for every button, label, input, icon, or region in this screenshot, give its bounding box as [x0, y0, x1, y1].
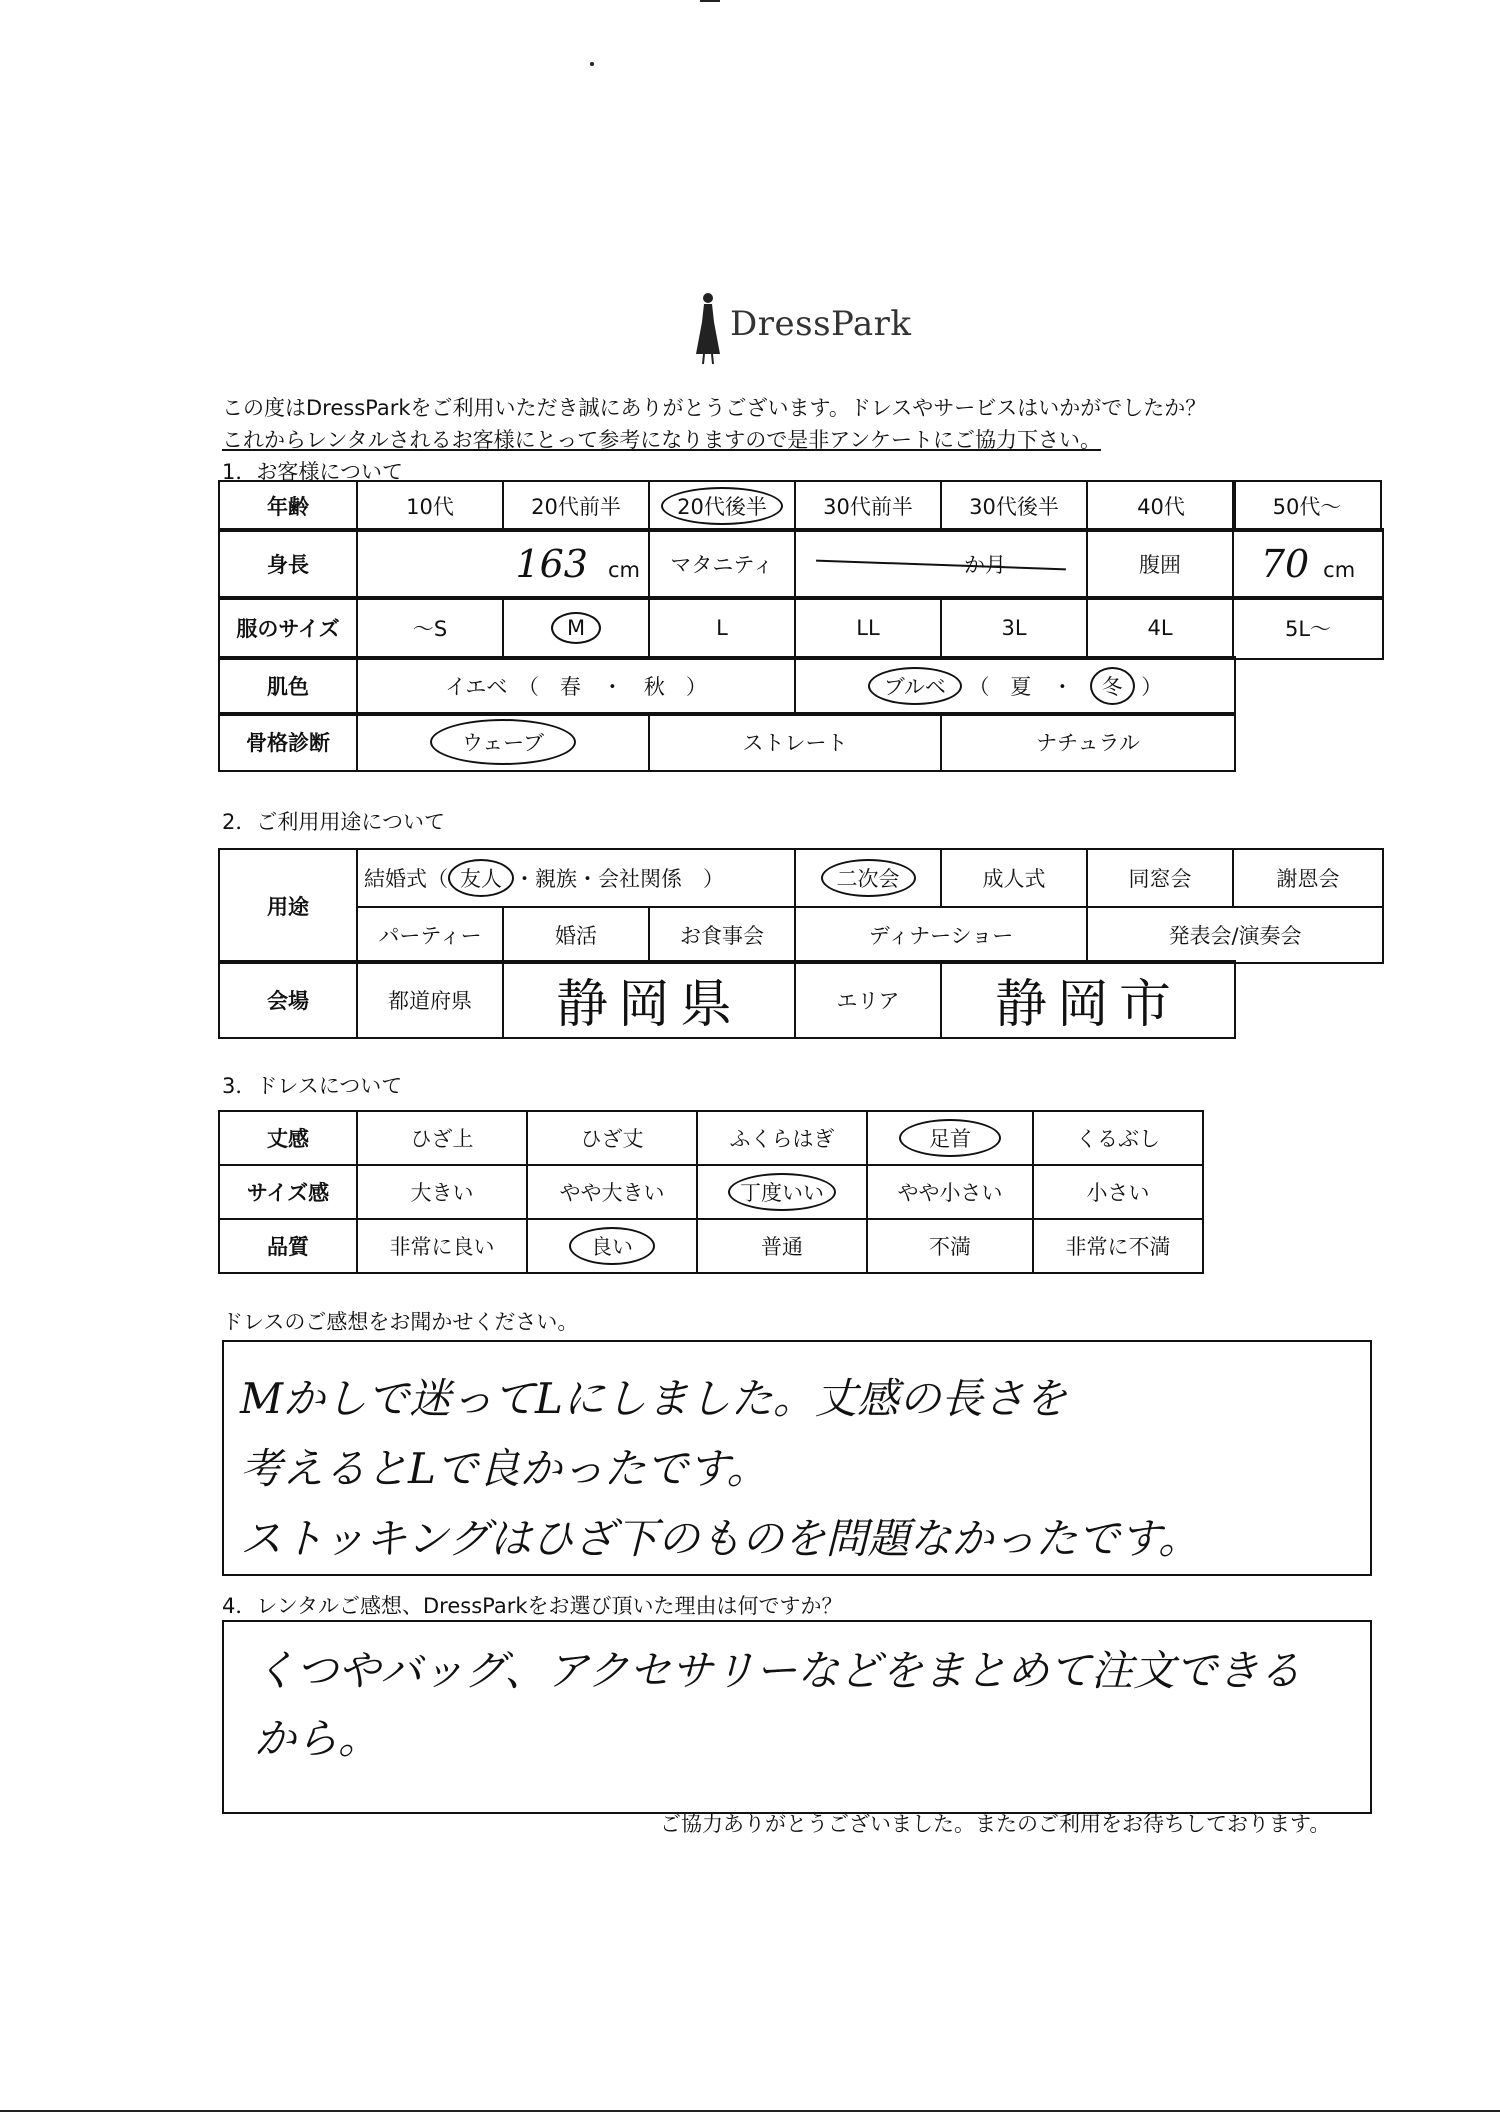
height-field[interactable]: [357, 529, 649, 599]
waist-field[interactable]: [1233, 529, 1383, 599]
selected-circle: 20代後半: [661, 487, 783, 525]
age-label: 年齢: [219, 481, 357, 531]
purpose-option[interactable]: パーティー: [357, 907, 503, 963]
purpose-option[interactable]: ディナーショー: [795, 907, 1087, 963]
length-label: 丈感: [219, 1111, 357, 1165]
reason-line: くつやバッグ、アクセサリーなどをまとめて注文できる: [254, 1646, 1302, 1695]
length-option[interactable]: ふくらはぎ: [697, 1111, 867, 1165]
footer-thanks: ご協力ありがとうございました。またのご利用をお待ちしております。: [660, 1812, 1331, 1836]
intro-line-1: この度はDressParkをご利用いただき誠にありがとうございます。ドレスやサービスはいかがでしたか？: [222, 396, 1207, 420]
skin-blue-option[interactable]: [795, 657, 1235, 715]
purpose-option[interactable]: 謝恩会: [1233, 849, 1383, 907]
fit-option[interactable]: 小さい: [1033, 1165, 1203, 1219]
impressions-title: ドレスのご感想をお聞かせください。: [222, 1310, 579, 1334]
size-option[interactable]: 5L～: [1233, 597, 1383, 659]
purpose-option[interactable]: 婚活: [503, 907, 649, 963]
quality-option[interactable]: 非常に良い: [357, 1219, 527, 1273]
waist-unit: cm: [1323, 558, 1356, 582]
prefecture-label: 都道府県: [357, 961, 503, 1038]
maternity-label: マタニティ: [649, 529, 795, 599]
selected-circle: 友人: [448, 859, 514, 897]
area-label: エリア: [795, 961, 941, 1038]
skin-yellow-option[interactable]: イエベ （ 春 ・ 秋 ）: [357, 657, 795, 715]
scan-mark: [590, 62, 594, 66]
section-2-title: 2．ご利用用途について: [222, 810, 445, 834]
length-option[interactable]: ひざ丈: [527, 1111, 697, 1165]
height-value: 163: [515, 542, 588, 586]
age-extra-table: [1232, 480, 1382, 532]
section-1-title: 1．お客様について: [222, 460, 403, 484]
age-option[interactable]: 10代: [357, 481, 503, 531]
height-unit: cm: [607, 558, 640, 582]
size-option[interactable]: 4L: [1087, 597, 1233, 659]
impressions-line: 考えるとLで良かったです。: [240, 1444, 769, 1493]
waist-value: 70: [1260, 542, 1310, 586]
section-3-title: 3．ドレスについて: [222, 1074, 403, 1098]
skin-row: [218, 656, 1236, 716]
frame-option[interactable]: ストレート: [649, 713, 941, 771]
purpose-option[interactable]: 成人式: [941, 849, 1087, 907]
frame-label: 骨格診断: [219, 713, 357, 771]
maternity-field[interactable]: [795, 529, 1087, 599]
reason-box[interactable]: [222, 1620, 1372, 1814]
logo-text: DressPark: [730, 304, 912, 344]
fit-option[interactable]: やや大きい: [527, 1165, 697, 1219]
quality-label: 品質: [219, 1219, 357, 1273]
quality-option-selected[interactable]: [527, 1219, 697, 1273]
quality-option[interactable]: 非常に不満: [1033, 1219, 1203, 1273]
purpose-option[interactable]: 発表会/演奏会: [1087, 907, 1383, 963]
size-option-selected[interactable]: [503, 597, 649, 659]
size-option[interactable]: LL: [795, 597, 941, 659]
impressions-line: Mかしで迷ってLにしました。丈感の長さを: [240, 1374, 1067, 1423]
length-option[interactable]: ひざ上: [357, 1111, 527, 1165]
section-4-title: 4．レンタルご感想、DressParkをお選び頂いた理由は何ですか？: [222, 1594, 843, 1618]
frame-option[interactable]: ナチュラル: [941, 713, 1235, 771]
fit-option[interactable]: やや小さい: [867, 1165, 1033, 1219]
quality-option[interactable]: 不満: [867, 1219, 1033, 1273]
intro-line-2: これからレンタルされるお客様にとって参考になりますので是非アンケートにご協力下さい。: [222, 428, 1101, 452]
fit-label: サイズ感: [219, 1165, 357, 1219]
size-option[interactable]: L: [649, 597, 795, 659]
impressions-line: ストッキングはひざ下のものを問題なかったです。: [240, 1514, 1201, 1563]
size-option[interactable]: 3L: [941, 597, 1087, 659]
venue-label: 会場: [219, 961, 357, 1038]
selected-circle: ブルベ: [868, 667, 962, 705]
waist-label: 腹囲: [1087, 529, 1233, 599]
size-label: 服のサイズ: [219, 597, 357, 659]
months-label: か月: [964, 553, 1006, 577]
frame-row: [218, 712, 1236, 772]
wedding-rest: ・親族・会社関係 ）: [514, 867, 724, 891]
paren-close: ）: [1141, 675, 1163, 699]
age-option-selected[interactable]: [649, 481, 795, 531]
scan-mark: [700, 0, 720, 2]
scan-mark: [0, 2110, 1500, 2112]
selected-circle: 丁度いい: [728, 1173, 836, 1211]
impressions-box[interactable]: [222, 1340, 1372, 1576]
age-option[interactable]: 50代～: [1233, 481, 1381, 531]
purpose-option[interactable]: お食事会: [649, 907, 795, 963]
selected-circle: 冬: [1090, 667, 1135, 705]
quality-option[interactable]: 普通: [697, 1219, 867, 1273]
venue-table: [218, 960, 1236, 1039]
prefecture-value: 静岡県: [555, 975, 742, 1035]
selected-circle: 二次会: [821, 859, 916, 897]
fit-option[interactable]: 大きい: [357, 1165, 527, 1219]
prefecture-field[interactable]: [503, 961, 795, 1038]
wedding-prefix: 結婚式（: [364, 867, 448, 891]
purpose-label: 用途: [219, 849, 357, 963]
purpose-table: [218, 848, 1384, 964]
age-option[interactable]: 30代後半: [941, 481, 1087, 531]
area-field[interactable]: [941, 961, 1235, 1038]
skin-label: 肌色: [219, 657, 357, 715]
selected-circle: 足首: [899, 1119, 1001, 1157]
strike-line: [816, 560, 1066, 571]
age-option[interactable]: 40代: [1087, 481, 1235, 531]
frame-option-selected[interactable]: [357, 713, 649, 771]
selected-circle: 良い: [569, 1227, 655, 1265]
purpose-option[interactable]: 同窓会: [1087, 849, 1233, 907]
age-option[interactable]: 20代前半: [503, 481, 649, 531]
selected-circle: ウェーブ: [430, 719, 576, 765]
length-option-selected[interactable]: [867, 1111, 1033, 1165]
size-row: [218, 596, 1384, 660]
second-party-option[interactable]: [795, 849, 941, 907]
height-row: [218, 528, 1384, 600]
fit-option-selected[interactable]: [697, 1165, 867, 1219]
paren-open: （: [968, 675, 990, 699]
customer-table: [218, 480, 1236, 532]
area-value: 静岡市: [994, 975, 1181, 1035]
reason-line: から。: [254, 1714, 381, 1763]
height-label: 身長: [219, 529, 357, 599]
dress-figure-icon: [694, 290, 722, 366]
length-option[interactable]: くるぶし: [1033, 1111, 1203, 1165]
selected-circle: M: [551, 612, 601, 644]
age-option[interactable]: 30代前半: [795, 481, 941, 531]
summer-option[interactable]: 夏: [1010, 675, 1032, 699]
wedding-option[interactable]: [357, 849, 795, 907]
dot-separator: ・: [1051, 675, 1073, 699]
size-option[interactable]: ～S: [357, 597, 503, 659]
dresspark-logo: [690, 288, 920, 368]
dress-table: [218, 1110, 1204, 1274]
